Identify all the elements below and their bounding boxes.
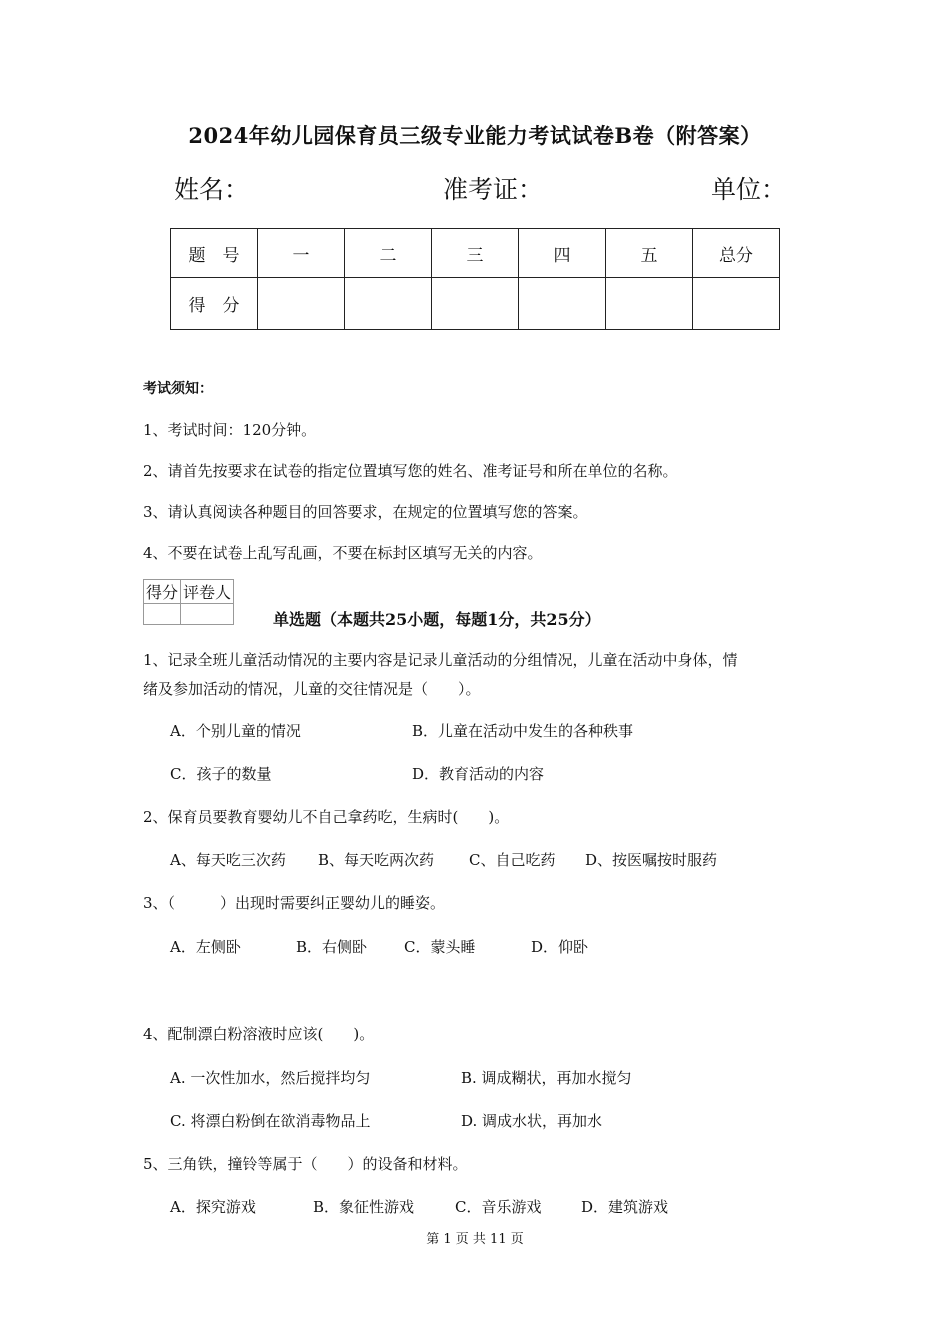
score-header-cell: 三 — [432, 229, 519, 278]
score-cell[interactable] — [345, 278, 432, 330]
score-table-score-row — [171, 278, 780, 330]
question-stem: 5、三角铁，撞铃等属于（ ）的设备和材料。 — [143, 1155, 468, 1173]
question-option[interactable]: C．音乐游戏 — [455, 1198, 542, 1216]
question-option[interactable]: D．教育活动的内容 — [412, 765, 545, 783]
question-stem: 3、（ ）出现时需要纠正婴幼儿的睡姿。 — [143, 894, 446, 912]
question-option[interactable]: A、每天吃三次药 — [170, 851, 286, 869]
question-stem: 2、保育员要教育婴幼儿不自己拿药吃，生病时( )。 — [143, 808, 510, 826]
grader-name-label: 评卷人 — [181, 580, 234, 604]
score-cell[interactable] — [432, 278, 519, 330]
question-stem: 绪及参加活动的情况，儿童的交往情况是（ ）。 — [143, 680, 481, 698]
score-table — [170, 228, 780, 330]
grader-score-label: 得分 — [144, 580, 181, 604]
score-total-cell[interactable] — [693, 278, 780, 330]
score-cell[interactable] — [258, 278, 345, 330]
score-cell[interactable] — [606, 278, 693, 330]
question-option[interactable]: C. 将漂白粉倒在欲消毒物品上 — [170, 1112, 371, 1130]
question-option[interactable]: A. 一次性加水，然后搅拌均匀 — [170, 1069, 371, 1087]
score-cell[interactable] — [519, 278, 606, 330]
score-header-cell: 五 — [606, 229, 693, 278]
question-stem: 1、记录全班儿童活动情况的主要内容是记录儿童活动的分组情况，儿童在活动中身体，情 — [143, 651, 738, 669]
grader-score-cell[interactable] — [144, 604, 181, 625]
question-option[interactable]: B．象征性游戏 — [313, 1198, 415, 1216]
exam-id-field-label: 准考证： — [443, 175, 544, 204]
section-title: 单选题（本题共25小题，每题1分，共25分） — [273, 610, 601, 629]
score-header-cell: 四 — [519, 229, 606, 278]
unit-field-label: 单位： — [711, 175, 787, 204]
notice-item: 1、考试时间：120分钟。 — [143, 421, 317, 439]
question-option[interactable]: B、每天吃两次药 — [318, 851, 435, 869]
question-option[interactable]: B．儿童在活动中发生的各种秩事 — [412, 722, 634, 740]
notice-item: 4、不要在试卷上乱写乱画，不要在标封区填写无关的内容。 — [143, 544, 543, 562]
question-option[interactable]: C．孩子的数量 — [170, 765, 272, 783]
score-header-total: 总分 — [693, 229, 780, 278]
page-footer: 第 1 页 共 11 页 — [426, 1232, 524, 1247]
question-option[interactable]: D、按医嘱按时服药 — [585, 851, 718, 869]
question-option[interactable]: A．个别儿童的情况 — [170, 722, 301, 740]
score-table-header-row — [171, 229, 780, 278]
notice-item: 2、请首先按要求在试卷的指定位置填写您的姓名、准考证号和所在单位的名称。 — [143, 462, 678, 480]
score-header-label: 题 号 — [171, 229, 258, 278]
exam-title: 2024年幼儿园保育员三级专业能力考试试卷B卷（附答案） — [188, 123, 762, 148]
question-stem: 4、配制漂白粉溶液时应该( )。 — [143, 1025, 375, 1043]
question-option[interactable]: B. 调成糊状，再加水搅匀 — [461, 1069, 632, 1087]
question-option[interactable]: D．仰卧 — [531, 938, 589, 956]
grader-box — [143, 579, 234, 625]
question-option[interactable]: A．探究游戏 — [170, 1198, 256, 1216]
notice-heading: 考试须知： — [143, 381, 213, 397]
question-option[interactable]: D．建筑游戏 — [581, 1198, 669, 1216]
name-field-label: 姓名： — [174, 175, 250, 204]
score-header-cell: 一 — [258, 229, 345, 278]
score-row-label: 得 分 — [171, 278, 258, 330]
question-option[interactable]: B．右侧卧 — [296, 938, 368, 956]
question-option[interactable]: A．左侧卧 — [170, 938, 241, 956]
notice-item: 3、请认真阅读各种题目的回答要求，在规定的位置填写您的答案。 — [143, 503, 588, 521]
question-option[interactable]: C、自己吃药 — [469, 851, 556, 869]
score-header-cell: 二 — [345, 229, 432, 278]
grader-name-cell[interactable] — [181, 604, 234, 625]
question-option[interactable]: C．蒙头睡 — [404, 938, 476, 956]
question-option[interactable]: D. 调成水状，再加水 — [461, 1112, 603, 1130]
